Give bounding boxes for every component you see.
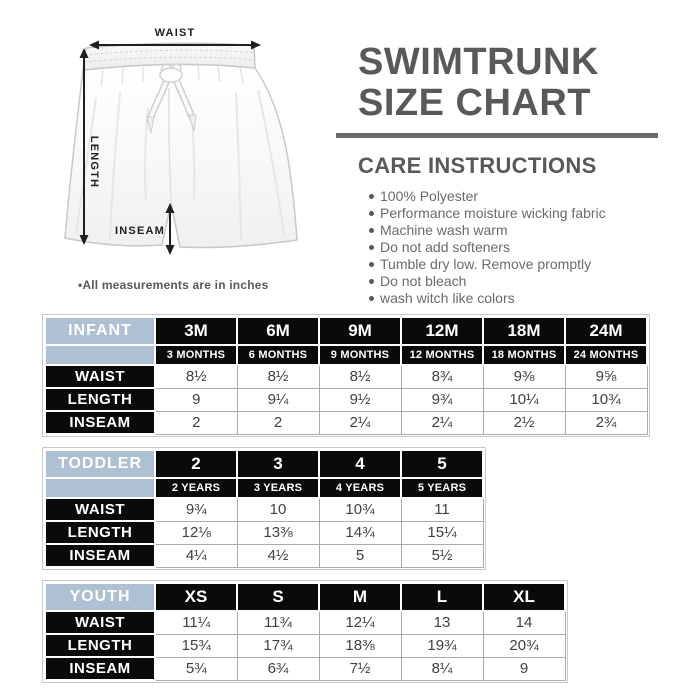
measure-label-cell: INSEAM: [45, 544, 155, 567]
value-cell: 4½: [237, 544, 319, 567]
value-cell: 10¼: [483, 388, 565, 411]
value-cell: 2¾: [565, 411, 647, 434]
value-cell: 12¼: [319, 611, 401, 634]
size-header-cell: 4: [319, 450, 401, 478]
measurement-row: [45, 634, 565, 657]
value-cell: 13: [401, 611, 483, 634]
measure-label-cell: WAIST: [45, 365, 155, 388]
size-subheader-cell: 2 YEARS: [155, 478, 237, 498]
value-cell: 8½: [155, 365, 237, 388]
size-table-infant: [42, 314, 650, 437]
size-header-cell: 3: [237, 450, 319, 478]
value-cell: 12⅛: [155, 521, 237, 544]
size-table-youth: [42, 580, 568, 683]
size-header-row: [45, 450, 483, 478]
measure-label-cell: INSEAM: [45, 657, 155, 680]
value-cell: 2¼: [319, 411, 401, 434]
size-subheader-cell: 6 MONTHS: [237, 345, 319, 365]
size-header-cell: 24M: [565, 317, 647, 345]
measure-label-cell: INSEAM: [45, 411, 155, 434]
size-header-cell: 12M: [401, 317, 483, 345]
value-cell: 11: [401, 498, 483, 521]
size-subheader-cell: 4 YEARS: [319, 478, 401, 498]
size-table: [44, 582, 566, 681]
care-item: Do not bleach: [380, 273, 658, 290]
size-tables: [42, 314, 650, 693]
page-title-line2: SIZE CHART: [358, 82, 591, 124]
value-cell: 2: [237, 411, 319, 434]
size-header-row: [45, 317, 647, 345]
measurement-row: [45, 544, 483, 567]
size-header-cell: S: [237, 583, 319, 611]
size-table-toddler: [42, 447, 486, 570]
title-block: [336, 42, 658, 307]
category-cell: YOUTH: [45, 583, 155, 611]
value-cell: 8½: [237, 365, 319, 388]
size-header-cell: 3M: [155, 317, 237, 345]
measurement-row: [45, 365, 647, 388]
measurement-row: [45, 498, 483, 521]
waist-arrow-label: WAIST: [154, 27, 196, 39]
value-cell: 2¼: [401, 411, 483, 434]
size-table: [44, 316, 648, 435]
size-header-cell: 6M: [237, 317, 319, 345]
value-cell: 10¾: [565, 388, 647, 411]
care-item: Do not add softeners: [380, 239, 658, 256]
value-cell: 8½: [319, 365, 401, 388]
measure-label-cell: LENGTH: [45, 521, 155, 544]
value-cell: 14: [483, 611, 565, 634]
value-cell: 9: [483, 657, 565, 680]
size-subheader-cell: 24 MONTHS: [565, 345, 647, 365]
measure-label-cell: LENGTH: [45, 388, 155, 411]
value-cell: 14¾: [319, 521, 401, 544]
measure-label-cell: LENGTH: [45, 634, 155, 657]
measurement-row: [45, 521, 483, 544]
length-arrow-label: LENGTH: [88, 135, 100, 189]
size-subheader-cell: 5 YEARS: [401, 478, 483, 498]
value-cell: 4¼: [155, 544, 237, 567]
value-cell: 10: [237, 498, 319, 521]
value-cell: 15¼: [401, 521, 483, 544]
measurement-row: [45, 611, 565, 634]
care-instructions-heading: CARE INSTRUCTIONS: [358, 153, 597, 178]
value-cell: 9½: [319, 388, 401, 411]
size-header-cell: XS: [155, 583, 237, 611]
value-cell: 2: [155, 411, 237, 434]
shorts-drawing-icon: [58, 12, 342, 274]
page-title-line1: SWIMTRUNK: [358, 41, 599, 83]
value-cell: 17¾: [237, 634, 319, 657]
size-header-cell: M: [319, 583, 401, 611]
value-cell: 11¾: [237, 611, 319, 634]
size-subheader-cell: 18 MONTHS: [483, 345, 565, 365]
category-cell: INFANT: [45, 317, 155, 345]
size-header-cell: L: [401, 583, 483, 611]
value-cell: 20¾: [483, 634, 565, 657]
care-list: [336, 188, 658, 307]
measure-label-cell: WAIST: [45, 611, 155, 634]
value-cell: 8¼: [401, 657, 483, 680]
category-spacer-cell: [45, 345, 155, 365]
size-subheader-cell: 12 MONTHS: [401, 345, 483, 365]
care-item: Tumble dry low. Remove promptly: [380, 256, 658, 273]
category-spacer-cell: [45, 478, 155, 498]
value-cell: 9¾: [401, 388, 483, 411]
value-cell: 9¼: [237, 388, 319, 411]
size-header-cell: 2: [155, 450, 237, 478]
title-divider-bar: [336, 133, 658, 138]
size-header-cell: XL: [483, 583, 565, 611]
category-cell: TODDLER: [45, 450, 155, 478]
value-cell: 11¼: [155, 611, 237, 634]
size-subheader-cell: 3 MONTHS: [155, 345, 237, 365]
size-header-cell: 9M: [319, 317, 401, 345]
measurement-row: [45, 657, 565, 680]
size-subheader-row: [45, 345, 647, 365]
care-item: wash witch like colors: [380, 290, 658, 307]
value-cell: 19¾: [401, 634, 483, 657]
size-subheader-cell: 9 MONTHS: [319, 345, 401, 365]
value-cell: 5¾: [155, 657, 237, 680]
swimtrunk-illustration: [58, 12, 342, 274]
value-cell: 10¾: [319, 498, 401, 521]
size-subheader-cell: 3 YEARS: [237, 478, 319, 498]
care-item: Performance moisture wicking fabric: [380, 205, 658, 222]
value-cell: 9: [155, 388, 237, 411]
value-cell: 5: [319, 544, 401, 567]
care-item: 100% Polyester: [380, 188, 658, 205]
value-cell: 9¾: [155, 498, 237, 521]
value-cell: 13⅜: [237, 521, 319, 544]
value-cell: 7½: [319, 657, 401, 680]
size-header-row: [45, 583, 565, 611]
size-header-cell: 5: [401, 450, 483, 478]
value-cell: 9⅜: [483, 365, 565, 388]
size-header-cell: 18M: [483, 317, 565, 345]
value-cell: 18⅜: [319, 634, 401, 657]
value-cell: 8¾: [401, 365, 483, 388]
inseam-arrow-label: INSEAM: [115, 225, 165, 237]
size-table: [44, 449, 484, 568]
measurement-row: [45, 388, 647, 411]
measure-label-cell: WAIST: [45, 498, 155, 521]
inseam-arrow: [166, 203, 175, 255]
care-item: Machine wash warm: [380, 222, 658, 239]
measurements-footnote: •All measurements are in inches: [78, 278, 269, 292]
value-cell: 9⅝: [565, 365, 647, 388]
size-subheader-row: [45, 478, 483, 498]
value-cell: 6¾: [237, 657, 319, 680]
measurement-row: [45, 411, 647, 434]
value-cell: 15¾: [155, 634, 237, 657]
value-cell: 2½: [483, 411, 565, 434]
value-cell: 5½: [401, 544, 483, 567]
